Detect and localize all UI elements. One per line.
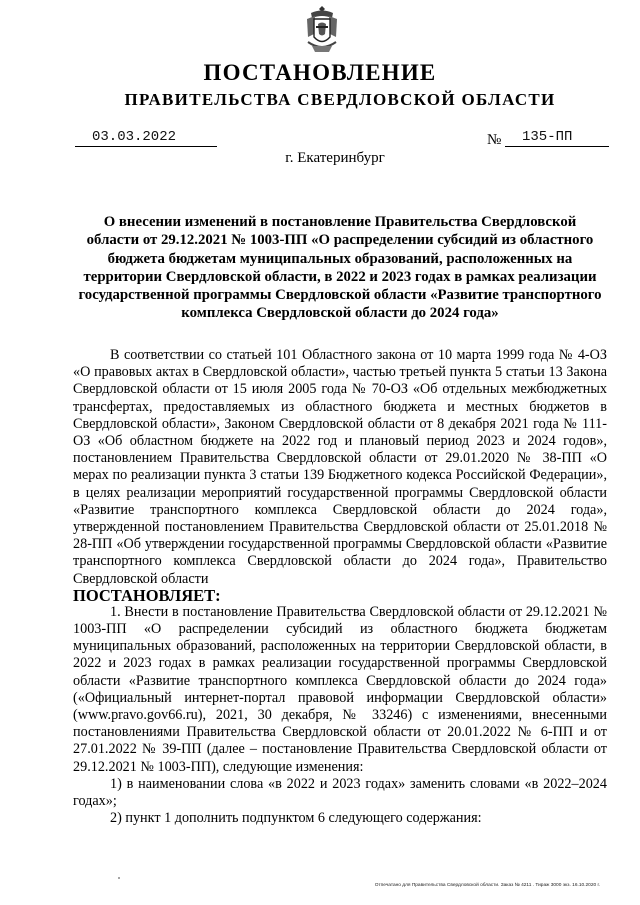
print-footer: Отпечатано для Правительства Свердловской области. Заказ № 4211 . Тираж 3000 экз. 16.10.2020 г.: [374, 883, 600, 888]
document-date: 03.03.2022: [92, 129, 177, 145]
date-underline: [75, 146, 217, 147]
document-issuer: ПРАВИТЕЛЬСТВА СВЕРДЛОВСКОЙ ОБЛАСТИ: [124, 90, 556, 109]
document-title: ПОСТАНОВЛЕНИЕ: [203, 60, 437, 85]
number-sign: №: [487, 132, 502, 148]
item-1-paragraph: 1. Внести в постановление Правительства Свердловской области от 29.12.2021 № 1003-ПП «О распределении субсидий из областного бюджета бюджетам муниципальных образований, расположенных на территории Свердловской области, в 2022 и 2023 годах в рамках реализации государственной программы Свердловской области «Развитие транспортного комплекса Свердловской области до 2024 года» («Официальный интернет-портал правовой информации Свердловской области» (www.pravo.gov66.ru), 2021, 30 декабря, № 33246) с изменениями, внесенными постановлениями Правительства Свердловской области от 20.01.2022 № 6-ПП и от 27.01.2022 № 39-ПП (далее – постановление Правительства Свердловской области от 29.12.2021 № 1003-ПП), следующие изменения:: [73, 603, 607, 775]
subitem-2-paragraph: 2) пункт 1 дополнить подпунктом 6 следующего содержания:: [110, 810, 482, 827]
document-heading: О внесении изменений в постановление Правительства Свердловской области от 29.12.2021 № 1003-ПП «О распределении субсидий из областного бюджета бюджетам муниципальных образований, расположенных на территории Свердловской области, в 2022 и 2023 годах в рамках реализации государственной программы Свердловской области «Развитие транспортного комплекса Свердловской области до 2024 года»: [78, 214, 602, 322]
coat-of-arms-icon: [304, 4, 340, 56]
issuing-city: г. Екатеринбург: [285, 150, 385, 166]
subitem-1-paragraph: 1) в наименовании слова «в 2022 и 2023 годах» заменить словами «в 2022–2024 годах»;: [73, 775, 607, 810]
print-speck: [118, 877, 120, 879]
decree-keyword: ПОСТАНОВЛЯЕТ:: [73, 585, 221, 605]
preamble-paragraph: В соответствии со статьей 101 Областного закона от 10 марта 1999 года № 4-ОЗ «О правовых актах в Свердловской области», частью третьей пункта 5 статьи 13 Закона Свердловской области от 15 июля 2005 года № 70-ОЗ «Об отдельных межбюджетных трансфертах, предоставляемых из областного бюджета и местных бюджетов в Свердловской области», Законом Свердловской области от 8 декабря 2021 года № 111-ОЗ «Об областном бюджете на 2022 год и плановый период 2023 и 2024 годов», постановлением Правительства Свердловской области от 29.01.2020 № 38-ПП «О мерах по реализации пункта 3 статьи 139 Бюджетного кодекса Российской Федерации», в целях реализации мероприятий государственной программы Свердловской области «Развитие транспортного комплекса Свердловской области до 2024 года», утвержденной постановлением Правительства Свердловской области от 25.01.2018 № 28-ПП «Об утверждении государственной программы Свердловской области «Развитие транспортного комплекса Свердловской области до 2024 года», Правительство Свердловской области: [73, 347, 607, 587]
document-number: 135-ПП: [522, 129, 573, 145]
document-body: [73, 347, 607, 827]
number-underline: [505, 146, 609, 147]
